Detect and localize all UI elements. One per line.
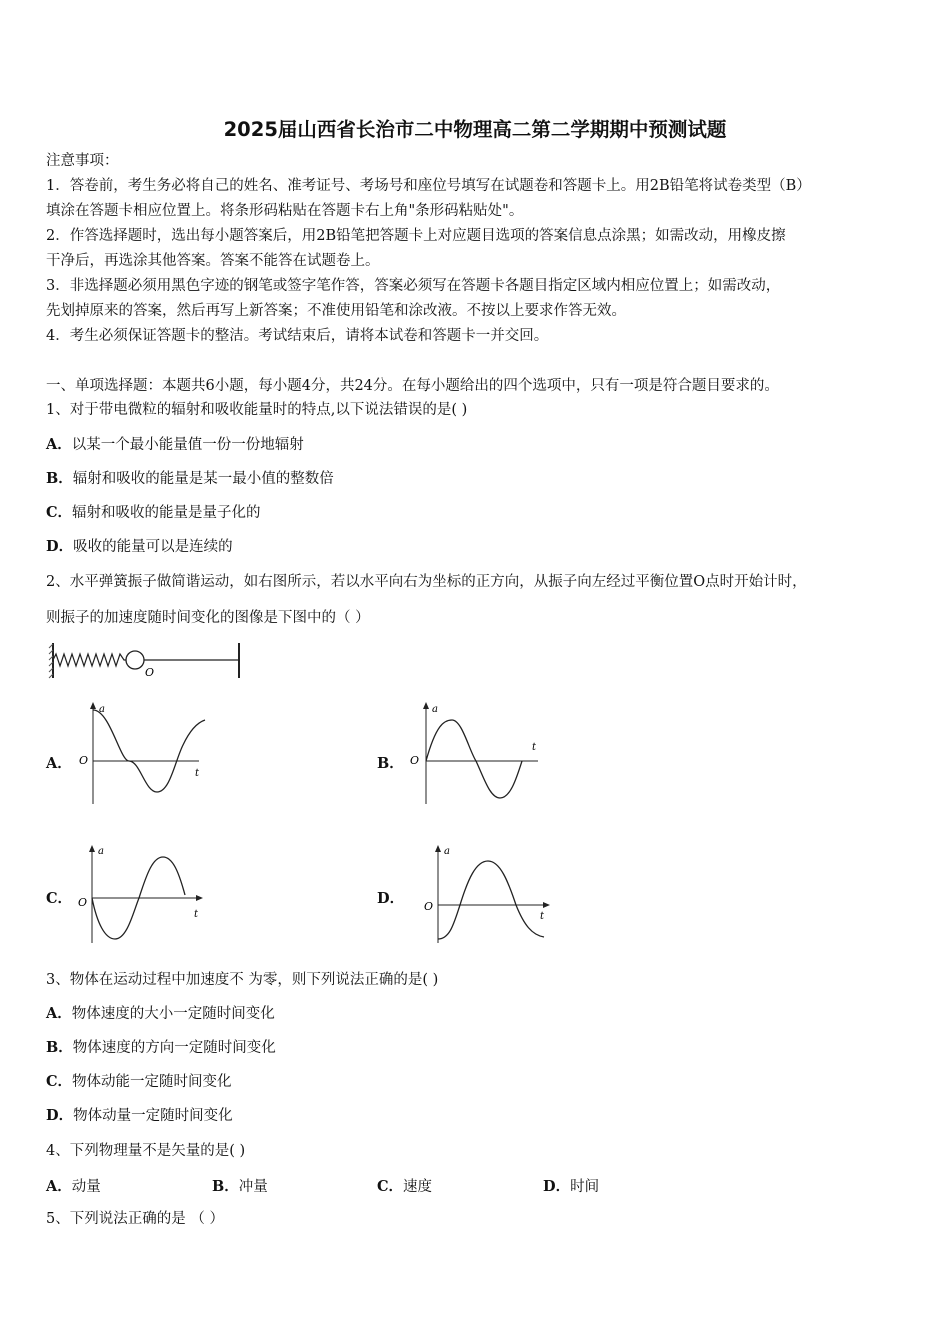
- q2-option-a-label: A．: [46, 755, 72, 772]
- q1-option-d: D．吸收的能量可以是连续的: [46, 538, 233, 555]
- graph-d: [420, 843, 560, 945]
- axis-y-label: a: [98, 846, 104, 857]
- notice-line: 1．答卷前，考生务必将自己的姓名、准考证号、考场号和座位号填写在试题卷和答题卡上。用2B铅笔将试卷类型（B）: [46, 178, 811, 194]
- notice-heading: 注意事项：: [46, 153, 119, 169]
- notice-line: 先划掉原来的答案，然后再写上新答案；不准使用铅笔和涂改液。不按以上要求作答无效。: [46, 303, 626, 319]
- question-1-stem: 1、对于带电微粒的辐射和吸收能量时的特点,以下说法错误的是( ): [46, 402, 468, 418]
- q4-option-b: B．冲量: [212, 1178, 268, 1195]
- section-heading: 一、单项选择题：本题共6小题，每小题4分，共24分。在每小题给出的四个选项中，只有一项是符合题目要求的。: [46, 378, 779, 394]
- q3-option-d: D．物体动量一定随时间变化: [46, 1107, 233, 1124]
- graph-a: [75, 700, 215, 806]
- q2-option-d-label: D．: [377, 890, 405, 907]
- axis-x-label: t: [540, 911, 545, 922]
- q2-option-b-label: B．: [377, 755, 404, 772]
- q1-option-b: B．辐射和吸收的能量是某一最小值的整数倍: [46, 470, 334, 487]
- q1-option-c: C．辐射和吸收的能量是量子化的: [46, 504, 261, 521]
- q4-option-a: A．动量: [46, 1178, 101, 1195]
- origin-label: O: [78, 896, 88, 909]
- axis-x-label: t: [195, 768, 200, 779]
- q1-option-a: A．以某一个最小能量值一份一份地辐射: [46, 436, 304, 453]
- axis-y-label: a: [432, 704, 438, 715]
- notice-line: 填涂在答题卡相应位置上。将条形码粘贴在答题卡右上角"条形码粘贴处"。: [46, 203, 524, 219]
- q3-option-c: C．物体动能一定随时间变化: [46, 1073, 232, 1090]
- graph-c: [75, 843, 215, 945]
- axis-y-label: a: [444, 846, 450, 857]
- notice-line: 2．作答选择题时，选出每小题答案后，用2B铅笔把答题卡上对应题目选项的答案信息点涂黑；如需改动，用橡皮擦: [46, 228, 786, 244]
- axis-x-label: t: [194, 909, 199, 920]
- axis-y-label: a: [99, 704, 105, 715]
- q4-option-d: D．时间: [543, 1178, 600, 1195]
- q3-option-b: B．物体速度的方向一定随时间变化: [46, 1039, 276, 1056]
- question-3-stem: 3、物体在运动过程中加速度不 为零，则下列说法正确的是( ): [46, 972, 439, 988]
- q2-option-c-label: C．: [46, 890, 73, 907]
- question-5-stem: 5、下列说法正确的是 （ ）: [46, 1211, 224, 1227]
- axis-x-label: t: [532, 742, 537, 753]
- spring-oscillator-diagram: [48, 640, 248, 682]
- origin-label: O: [424, 900, 434, 913]
- question-2-stem-line1: 2、水平弹簧振子做简谐运动，如右图所示，若以水平向右为坐标的正方向，从振子向左经过平衡位置O点时开始计时，: [46, 574, 807, 590]
- question-2-stem-line2: 则振子的加速度随时间变化的图像是下图中的（ ）: [46, 610, 370, 626]
- q3-option-a: A．物体速度的大小一定随时间变化: [46, 1005, 275, 1022]
- notice-line: 3．非选择题必须用黑色字迹的钢笔或签字笔作答，答案必须写在答题卡各题目指定区域内相应位置上；如需改动，: [46, 278, 781, 294]
- notice-line: 4．考生必须保证答题卡的整洁。考试结束后，请将本试卷和答题卡一并交回。: [46, 328, 549, 344]
- page-title: 2025届山西省长治市二中物理高二第二学期期中预测试题: [223, 118, 727, 141]
- origin-label: O: [79, 754, 89, 767]
- question-4-stem: 4、下列物理量不是矢量的是( ): [46, 1143, 246, 1159]
- notice-line: 干净后，再选涂其他答案。答案不能答在试题卷上。: [46, 253, 380, 269]
- equilibrium-label: O: [145, 666, 155, 679]
- q4-option-c: C．速度: [377, 1178, 433, 1195]
- origin-label: O: [410, 754, 420, 767]
- graph-b: [404, 700, 554, 806]
